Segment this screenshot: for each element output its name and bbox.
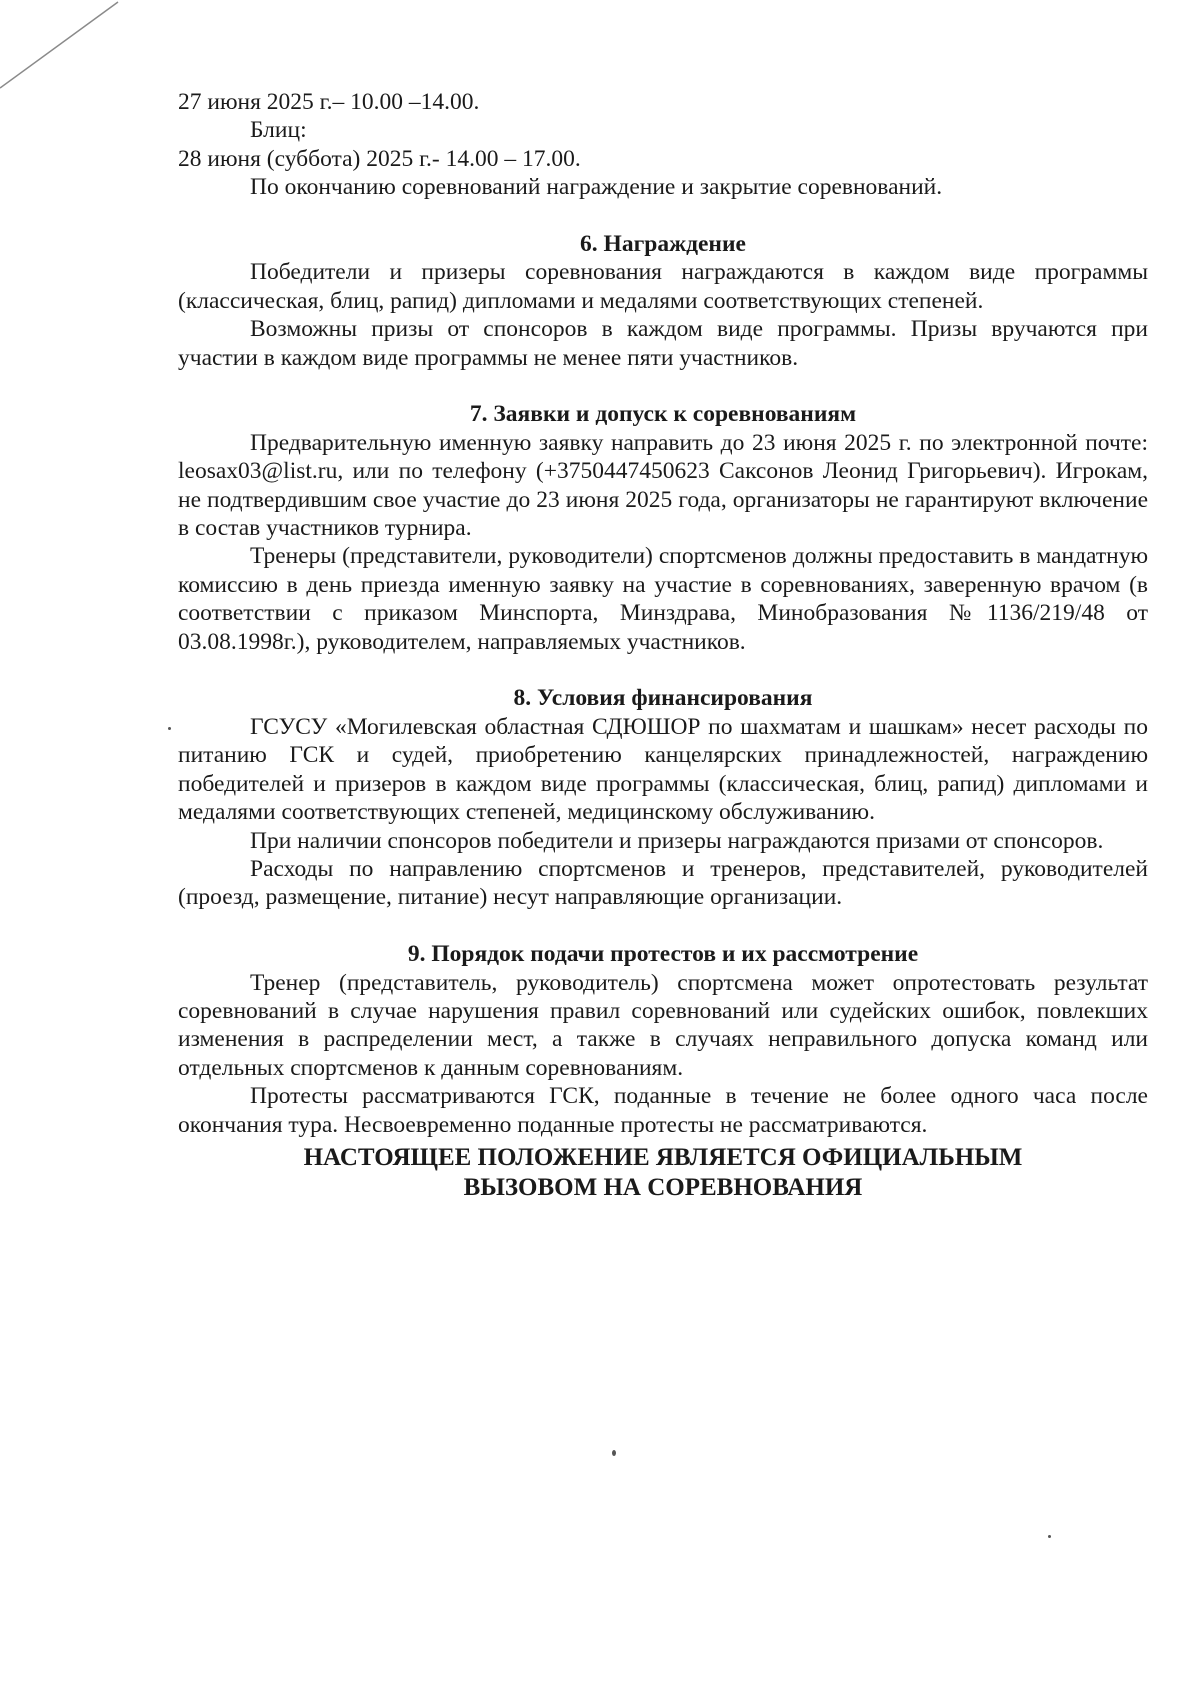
document-body — [178, 88, 1148, 1203]
section-7 — [178, 400, 1148, 656]
section-7-paragraph-2: Тренеры (представители, руководители) спортсменов должны предоставить в мандатную комиссию в день приезда именную заявку на участие в соревнованиях, заверенную врачом (в соответствии с приказом Минспорта, Минздрава, Минобразования №1136/219/48 от 03.08.1998г.), руководителем, направляемых участников. — [178, 543, 1148, 655]
scan-speck — [168, 727, 171, 730]
section-8-paragraph-2: При наличии спонсоров победители и призеры награждаются призами от спонсоров. — [250, 827, 1104, 854]
section-9-heading: 9. Порядок подачи протестов и их рассмотрение — [407, 941, 919, 968]
schedule-line-4: По окончанию соревнований награждение и закрытие соревнований. — [250, 174, 943, 201]
section-6-heading: 6. Награждение — [580, 231, 746, 258]
schedule-line-2: Блиц: — [250, 117, 307, 144]
section-9 — [178, 940, 1148, 1139]
section-8-paragraph-1: ГСУСУ «Могилевская областная СДЮШОР по шахматам и шашкам» несет расходы по питанию ГСК и судей, приобретению канцелярских принадлежностей, награждению победителей и призеров в каждом виде программы (классическая, блиц, рапид) дипломами и медалями соответствующих степеней, медицинскому обслуживанию. — [178, 713, 1148, 826]
section-6 — [178, 230, 1148, 372]
section-6-paragraph-1: Победители и призеры соревнования награждаются в каждом виде программы (классическая, блиц, рапид) дипломами и медалями соответствующих степеней. — [178, 259, 1148, 314]
closing-line-1: НАСТОЯЩЕЕ ПОЛОЖЕНИЕ ЯВЛЯЕТСЯ ОФИЦИАЛЬНЫМ — [303, 1143, 1023, 1171]
section-8-paragraph-3: Расходы по направлению спортсменов и тренеров, представителей, руководителей (проезд, размещение, питание) несут направляющие организации. — [178, 855, 1148, 911]
closing-line-2: ВЫЗОВОМ НА СОРЕВНОВАНИЯ — [463, 1173, 863, 1201]
schedule-line-3: 28 июня (суббота) 2025 г.- 14.00 – 17.00. — [178, 145, 581, 172]
scan-speck — [612, 1450, 616, 1456]
section-8-heading: 8. Условия финансирования — [513, 685, 813, 712]
section-9-paragraph-2: Протесты рассматриваются ГСК, поданные в течение не более одного часа после окончания тура. Несвоевременно поданные протесты не рассматриваются. — [178, 1083, 1148, 1138]
section-6-paragraph-2: Возможны призы от спонсоров в каждом виде программы. Призы вручаются при участии в каждом виде программы не менее пяти участников. — [178, 316, 1148, 371]
section-9-paragraph-1: Тренер (представитель, руководитель) спортсмена может опротестовать результат соревнований в случае нарушения правил соревнований или судейских ошибок, повлекших изменения в распределении мест, а также в случаях неправильного допуска команд или отдельных спортсменов к данным соревнованиям. — [178, 969, 1148, 1081]
scan-speck — [1048, 1535, 1051, 1538]
scanned-page-corner-fold — [0, 0, 120, 90]
closing-statement — [178, 1143, 1148, 1203]
schedule-line-1: 27 июня 2025 г.– 10.00 –14.00. — [178, 89, 480, 115]
section-7-heading: 7. Заявки и допуск к соревнованиям — [469, 401, 857, 428]
section-7-paragraph-1: Предварительную именную заявку направить до 23 июня 2025 г. по электронной почте: leosax03@list.ru, или по телефону (+3750447450623 Саксонов Леонид Григорьевич). Игрокам, не подтвердившим свое участие до 23 июня 2025 года, организаторы не гарантируют включение в состав участников турнира. — [178, 429, 1148, 542]
schedule-block — [178, 88, 1148, 202]
section-8 — [178, 684, 1148, 911]
